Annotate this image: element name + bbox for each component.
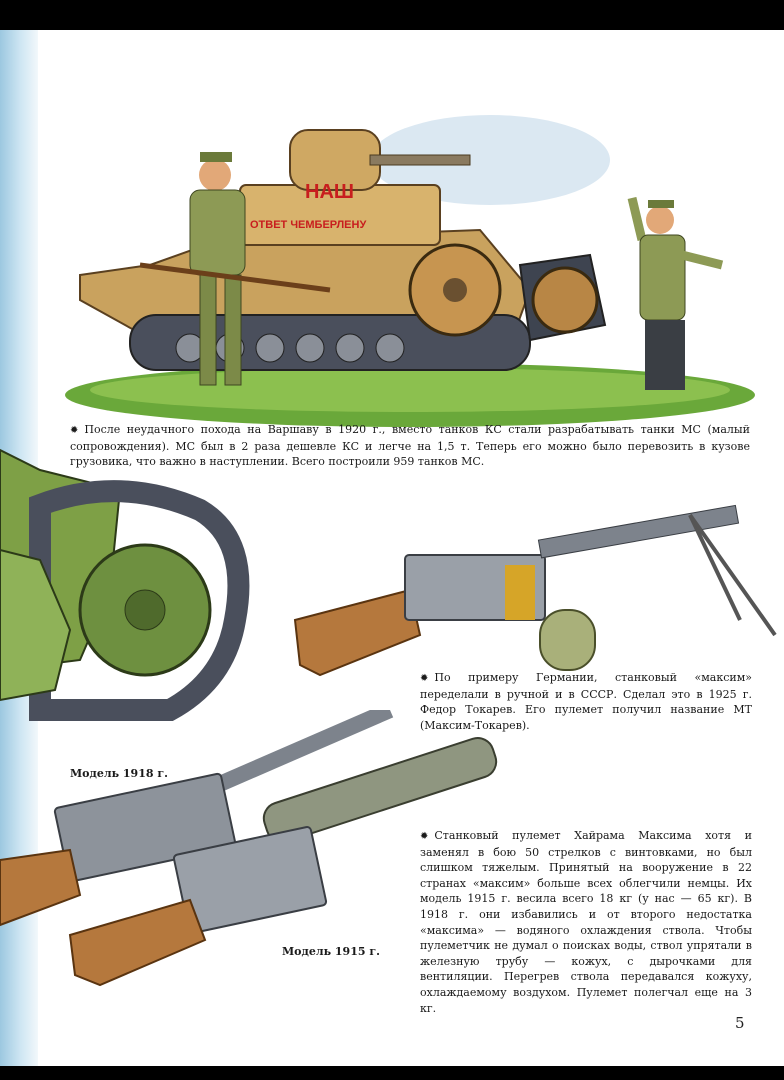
bullet-icon: ✹: [420, 673, 429, 684]
mt-machine-gun-illustration: [290, 460, 780, 700]
mt-caption-text: По примеру Германии, станковый «максим» переделали в ручной и в СССР. Сделал это в 1925 г. Федор Токарев. Его пулемет получил название МТ (Максим-Токарев).: [420, 671, 752, 732]
bullet-icon: ✹: [420, 831, 429, 842]
tank-track-illustration: [0, 410, 260, 730]
maxim-caption: [420, 828, 752, 1016]
book-page: [0, 30, 784, 1066]
tank-slogan-bottom: ОТВЕТ ЧЕМБЕРЛЕНУ: [250, 219, 367, 231]
tank-slogan-top: НАШ: [305, 181, 354, 203]
maxim-caption-text: Станковый пулемет Хайрама Максима хотя и заменял в бою 50 стрелков с винтовками, но был слишком тяжелым. Принятый на вооружение в 22 странах «максим» больше всех облегчили немцы. Их модель 1915 г. весила всего 18 кг (у нас — 65 кг). В 1918 г. они избавились и от второго недостатка «максима» — водяного охлаждения ствола. Чтобы пулеметчик не думал о поисках воды, ствол упрятали в железную трубу — кожух, с дырочками для вентиляции. Перегрев ствола передавался кожуху, охлаждаемому воздухом. Пулемет полегчал еще на 3 кг.: [420, 829, 752, 1015]
tank-illustration: [60, 90, 760, 435]
tank-caption-text: После неудачного похода на Варшаву в 1920 г., вместо танков КС стали разрабатывать танки МС (малый сопровождения). МС был в 2 раза дешевле КС и легче на 1,5 т. Теперь его можно было перевозить в кузове грузовика, что важно в наступлении. Всего построили 959 танков МС.: [70, 423, 750, 469]
model-1915-label: Модель 1915 г.: [282, 945, 380, 958]
bullet-icon: ✹: [70, 425, 79, 436]
model-1918-label: Модель 1918 г.: [70, 767, 168, 780]
page-number: 5: [735, 1014, 745, 1032]
